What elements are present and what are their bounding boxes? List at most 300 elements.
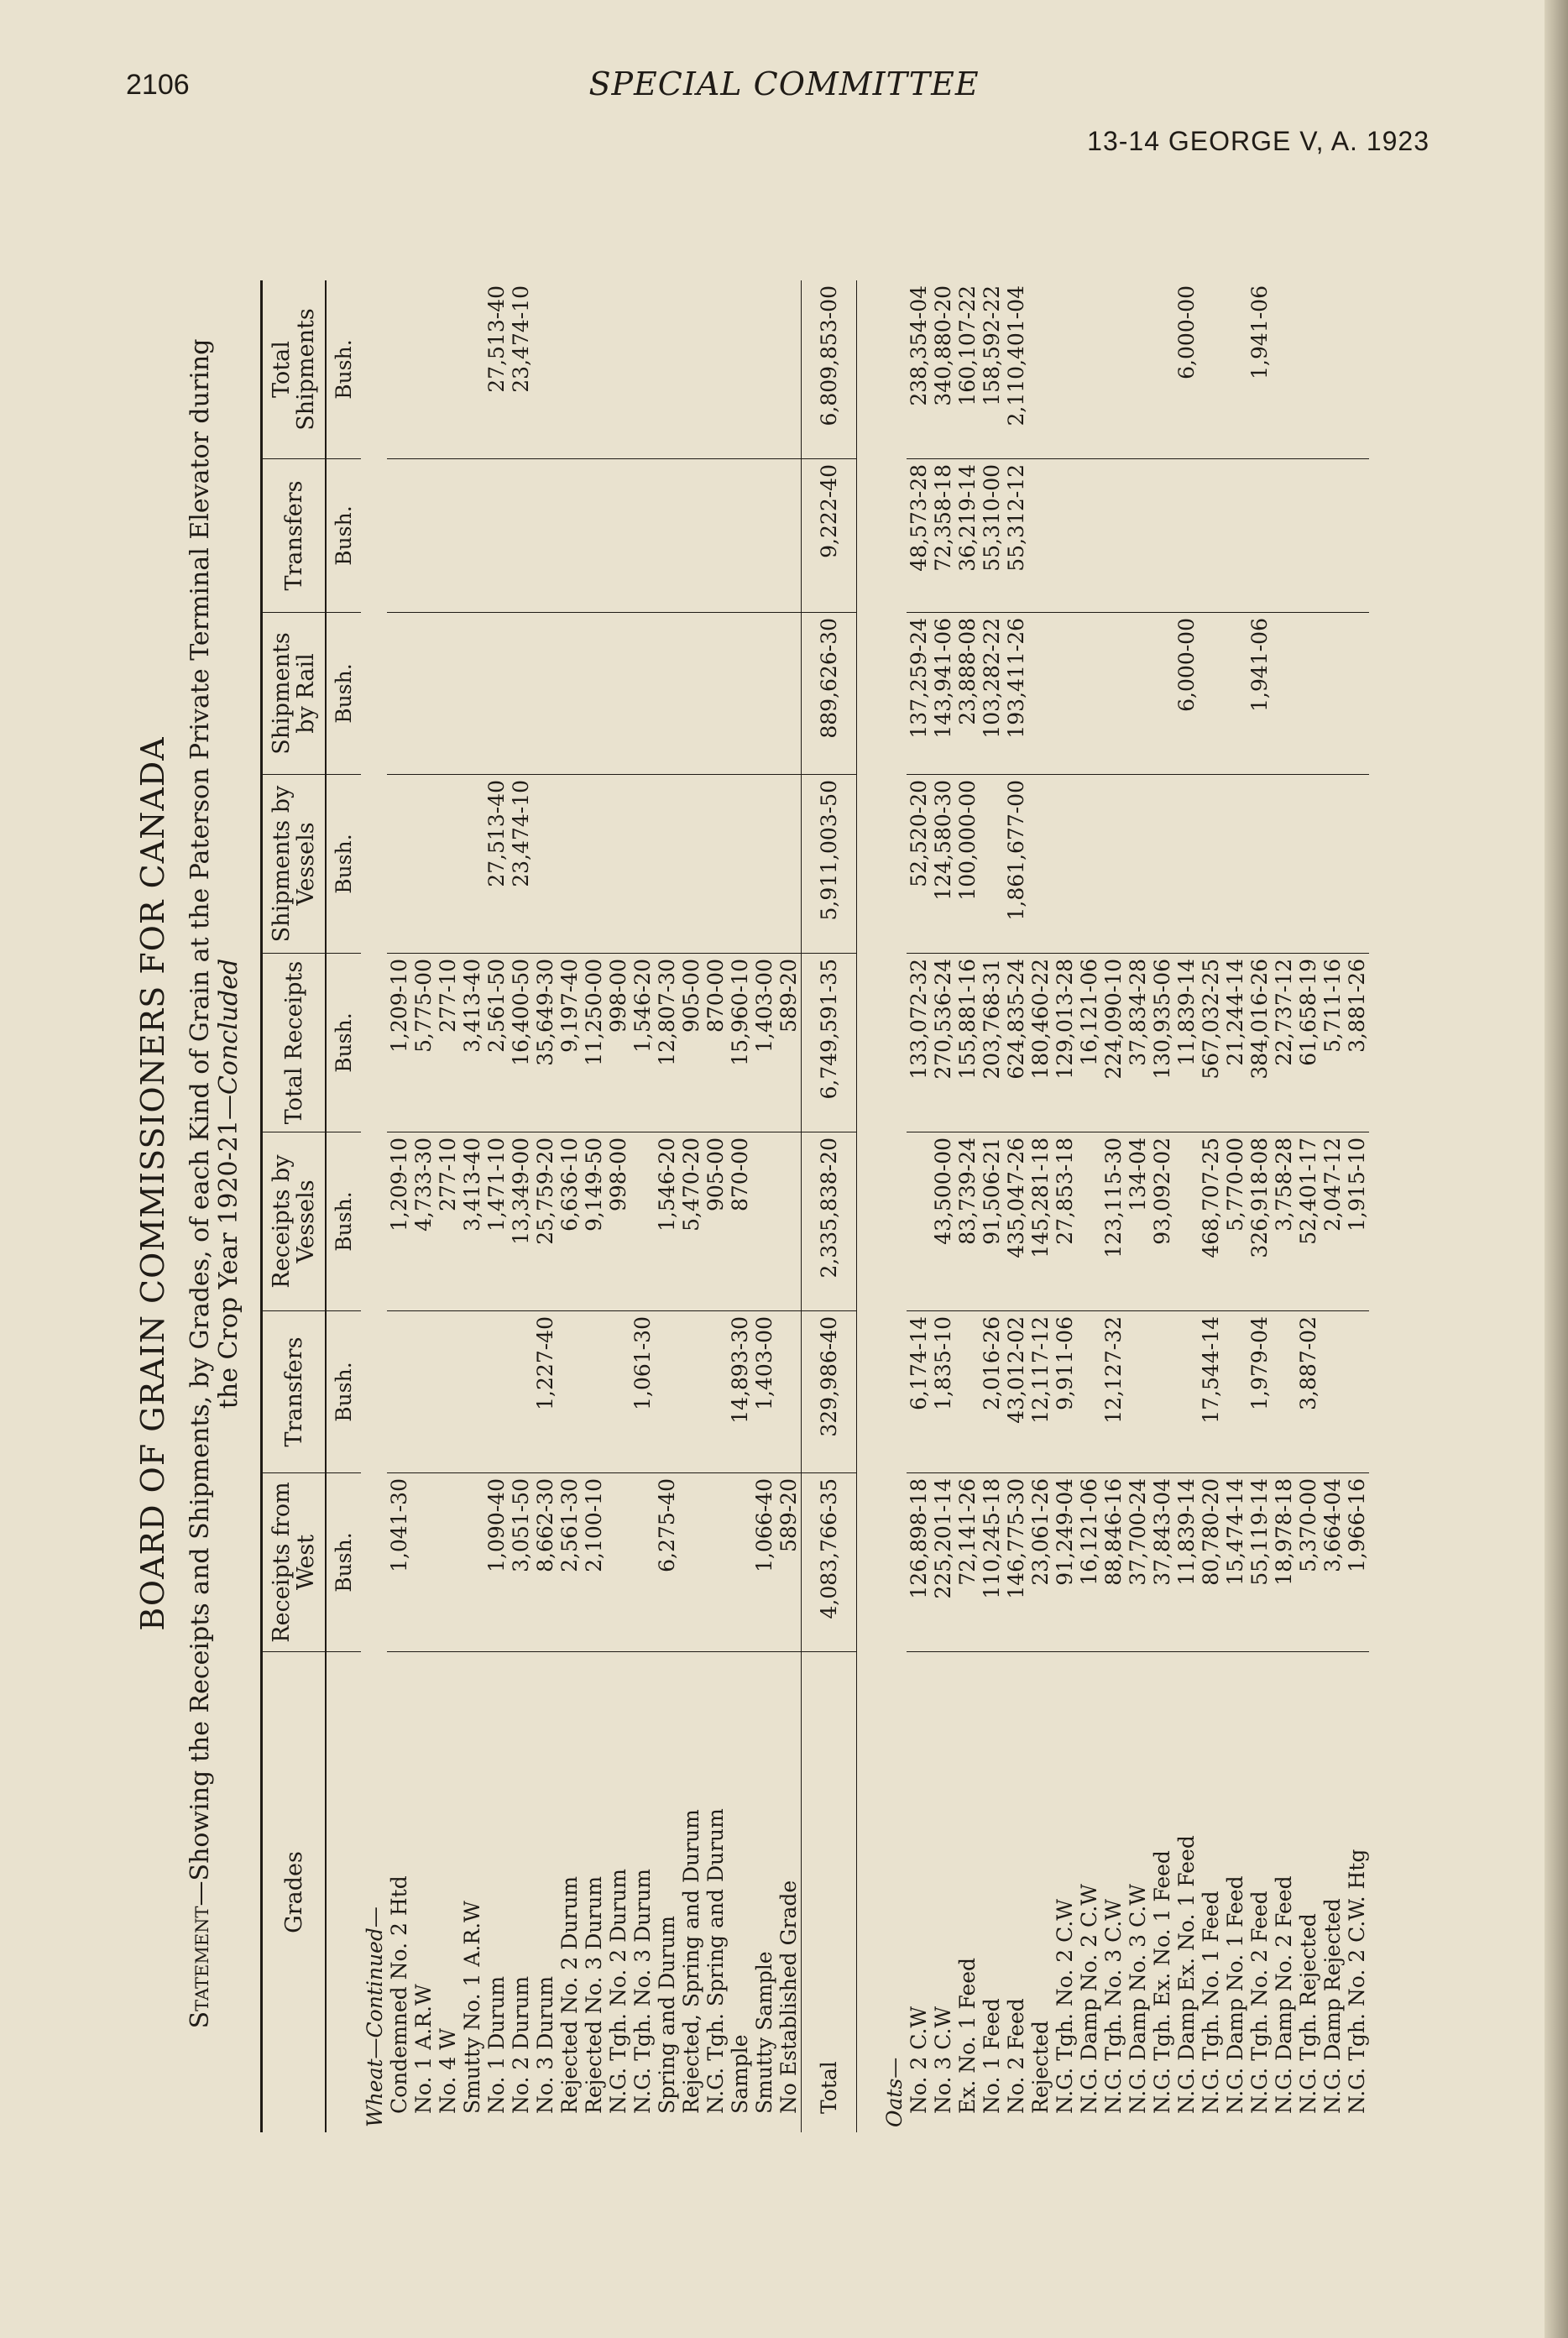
table-cell — [776, 280, 802, 459]
table-cell: 4,083,766-35 — [802, 1473, 857, 1652]
table-cell: 1,979-04 — [1247, 1311, 1272, 1473]
table-cell: 14,893-30 — [728, 1311, 752, 1473]
table-cell: 13,349-00 — [509, 1132, 533, 1311]
table-cell — [752, 613, 776, 775]
table-cell — [484, 1311, 509, 1473]
table-cell: 6,275-40 — [655, 1473, 679, 1652]
table-cell — [1150, 613, 1174, 775]
table-cell — [557, 613, 582, 775]
table-cell — [1174, 459, 1199, 613]
table-cell — [1223, 459, 1247, 613]
table-cell: 1,209-10 — [387, 954, 411, 1132]
table-cell — [460, 1473, 484, 1652]
table-cell: N.G. Tgh. No. 2 C.W — [1053, 1899, 1077, 2114]
table-cell — [509, 613, 533, 775]
table-cell: 567,032-25 — [1199, 954, 1223, 1132]
page-edge-shadow — [1544, 0, 1568, 2338]
table-cell: 1,066-40 — [752, 1473, 776, 1652]
table-cell: Rejected No. 2 Durum — [557, 1875, 582, 2114]
column-header: Total Shipments — [262, 280, 327, 459]
table-cell: 11,839-14 — [1174, 1473, 1199, 1652]
table-cell — [436, 280, 460, 459]
table-cell: Bush. — [326, 459, 361, 613]
table-body — [326, 280, 1369, 2132]
table-cell — [606, 280, 630, 459]
table-row — [606, 280, 630, 2132]
table-cell: 905-00 — [679, 954, 703, 1132]
table-cell: 8,662-30 — [533, 1473, 557, 1652]
table-cell — [387, 459, 411, 613]
table-row — [1247, 280, 1272, 2132]
table-cell: 238,354-04 — [907, 280, 931, 459]
table-cell: 12,127-32 — [1101, 1311, 1126, 1473]
table-cell: Sample — [728, 2034, 752, 2114]
table-cell: Total — [802, 1652, 857, 2133]
table-cell — [1345, 280, 1369, 459]
table-cell — [1345, 775, 1369, 954]
table-cell: 37,834-28 — [1126, 954, 1150, 1132]
table-cell: 998-00 — [606, 954, 630, 1132]
table-row — [1126, 280, 1150, 2132]
table-cell: 91,506-21 — [980, 1132, 1004, 1311]
column-header: Receipts from West — [262, 1473, 327, 1652]
table-cell: 870-00 — [728, 1132, 752, 1311]
table-row — [630, 280, 655, 2132]
table-cell: 326,918-08 — [1247, 1132, 1272, 1311]
table-cell: 340,880-20 — [931, 280, 955, 459]
table-cell: N.G. Tgh. No. 1 Feed — [1199, 1891, 1223, 2114]
table-cell — [776, 459, 802, 613]
table-row — [703, 280, 728, 2132]
table-cell: 3,664-04 — [1320, 1473, 1345, 1652]
table-cell: 12,117-12 — [1028, 1311, 1053, 1473]
table-cell: 100,000-00 — [955, 775, 980, 954]
column-header: Receipts by Vessels — [262, 1132, 327, 1311]
table-cell: 1,941-06 — [1247, 280, 1272, 459]
table-cell: 15,474-14 — [1223, 1473, 1247, 1652]
table-cell: N.G. Tgh. Rejected — [1296, 1913, 1320, 2114]
table-cell: No. 4 W — [436, 2028, 460, 2114]
table-cell: 2,110,401-04 — [1004, 280, 1028, 459]
table-cell — [776, 775, 802, 954]
table-cell: 11,250-00 — [582, 954, 606, 1132]
table-cell — [655, 459, 679, 613]
table-cell: Smutty Sample — [752, 1951, 776, 2114]
table-cell — [1028, 775, 1053, 954]
table-cell — [1247, 775, 1272, 954]
table-cell: No. 2 C.W — [907, 2006, 931, 2114]
table-cell: 17,544-14 — [1199, 1311, 1223, 1473]
header-row — [262, 280, 327, 2132]
table-cell: N.G. Damp No. 1 Feed — [1223, 1875, 1247, 2114]
table-cell: 52,520-20 — [907, 775, 931, 954]
table-cell: 43,500-00 — [931, 1132, 955, 1311]
table-cell: 52,401-17 — [1296, 1132, 1320, 1311]
table-cell: No. 1 A.R.W — [411, 1984, 436, 2114]
table-cell — [728, 280, 752, 459]
total-row — [802, 280, 857, 2132]
table-row — [1296, 280, 1320, 2132]
statement-line2: the Crop Year 1920-21— — [214, 1095, 243, 1410]
table-cell — [582, 280, 606, 459]
table-cell: 905-00 — [703, 1132, 728, 1311]
table-cell — [1272, 1311, 1296, 1473]
table-cell — [1320, 459, 1345, 613]
table-cell — [1272, 775, 1296, 954]
table-row — [557, 280, 582, 2132]
table-row — [484, 280, 509, 2132]
table-cell: Bush. — [326, 1473, 361, 1652]
table-cell — [1126, 1311, 1150, 1473]
table-cell: N.G. Damp Rejected — [1320, 1898, 1345, 2114]
table-cell: 129,013-28 — [1053, 954, 1077, 1132]
table-cell — [955, 1311, 980, 1473]
table-cell: 329,986-40 — [802, 1311, 857, 1473]
table-cell — [606, 1311, 630, 1473]
table-cell: 225,201-14 — [931, 1473, 955, 1652]
table-cell: Smutty No. 1 A.R.W — [460, 1901, 484, 2114]
table-cell: 55,119-14 — [1247, 1473, 1272, 1652]
table-row — [411, 280, 436, 2132]
table-cell — [557, 775, 582, 954]
table-cell — [1199, 775, 1223, 954]
table-cell: 35,649-30 — [533, 954, 557, 1132]
table-cell: 5,370-00 — [1296, 1473, 1320, 1652]
table-cell: 589-20 — [776, 954, 802, 1132]
table-cell — [1077, 613, 1101, 775]
table-cell — [460, 775, 484, 954]
table-cell: 21,244-14 — [1223, 954, 1247, 1132]
table-cell — [907, 1132, 931, 1311]
table-cell: 25,759-20 — [533, 1132, 557, 1311]
table-cell — [1272, 459, 1296, 613]
table-cell: 3,051-50 — [509, 1473, 533, 1652]
table-cell — [1126, 280, 1150, 459]
page-number: 2106 — [126, 69, 190, 101]
table-cell: 3,413-40 — [460, 1132, 484, 1311]
table-cell — [436, 459, 460, 613]
table-cell: 80,780-20 — [1199, 1473, 1223, 1652]
table-cell: Rejected — [1028, 2020, 1053, 2114]
table-cell: N.G. Tgh. No. 2 Durum — [606, 1868, 630, 2114]
table-cell — [1150, 280, 1174, 459]
table-row — [1272, 280, 1296, 2132]
table-row — [907, 280, 931, 2132]
table-row — [776, 280, 802, 2132]
table-cell: 1,227-40 — [533, 1311, 557, 1473]
table-cell: 55,312-12 — [1004, 459, 1028, 613]
table-cell: 18,978-18 — [1272, 1473, 1296, 1652]
table-cell — [606, 775, 630, 954]
table-cell: 2,100-10 — [582, 1473, 606, 1652]
table-cell — [728, 775, 752, 954]
table-cell — [1077, 280, 1101, 459]
table-cell — [679, 1473, 703, 1652]
table-cell: 123,115-30 — [1101, 1132, 1126, 1311]
table-row — [955, 280, 980, 2132]
table-cell: 83,739-24 — [955, 1132, 980, 1311]
column-header: Shipments by Rail — [262, 613, 327, 775]
table-cell — [1345, 459, 1369, 613]
table-cell: Condemned No. 2 Htd — [387, 1875, 411, 2114]
table-cell — [1296, 613, 1320, 775]
table-cell: 589-20 — [776, 1473, 802, 1652]
table-cell — [411, 775, 436, 954]
table-cell — [606, 459, 630, 613]
table-cell: 1,835-10 — [931, 1311, 955, 1473]
table-cell: 2,016-26 — [980, 1311, 1004, 1473]
table-cell: 1,403-00 — [752, 1311, 776, 1473]
table-cell: 133,072-32 — [907, 954, 931, 1132]
table-cell: 5,775-00 — [411, 954, 436, 1132]
table-cell — [557, 459, 582, 613]
table-cell — [436, 775, 460, 954]
table-cell: 55,310-00 — [980, 459, 1004, 613]
table-cell — [630, 613, 655, 775]
table-cell: Bush. — [326, 1132, 361, 1311]
table-cell — [630, 459, 655, 613]
table-cell — [1199, 280, 1223, 459]
table-cell — [533, 613, 557, 775]
table-cell: Spring and Durum — [655, 1916, 679, 2114]
table-cell: 1,941-06 — [1247, 613, 1272, 775]
table-cell — [630, 1132, 655, 1311]
table-cell: N.G. Damp Ex. No. 1 Feed — [1174, 1835, 1199, 2114]
table-cell — [1296, 775, 1320, 954]
table-cell — [1101, 459, 1126, 613]
table-cell — [655, 280, 679, 459]
table-cell: 27,513-40 — [484, 775, 509, 954]
table-cell: 23,474-10 — [509, 280, 533, 459]
table-cell — [752, 1132, 776, 1311]
table-cell: N.G. Tgh. No. 2 Feed — [1247, 1891, 1272, 2114]
table-row — [460, 280, 484, 2132]
table-cell: 12,807-30 — [655, 954, 679, 1132]
table-row — [1345, 280, 1369, 2132]
table-cell: Rejected No. 3 Durum — [582, 1875, 606, 2114]
table-row — [980, 280, 1004, 2132]
table-cell: 870-00 — [703, 954, 728, 1132]
table-cell: No. 1 Feed — [980, 1998, 1004, 2114]
statement-lead: Statement — [186, 1906, 215, 2029]
table-cell — [728, 613, 752, 775]
table-cell — [1320, 613, 1345, 775]
table-cell — [1150, 775, 1174, 954]
table-cell: N.G. Damp No. 3 C.W — [1126, 1884, 1150, 2114]
table-cell: 9,911-06 — [1053, 1311, 1077, 1473]
section-heading-row — [881, 280, 907, 2132]
table-cell — [1150, 459, 1174, 613]
table-cell: N.G. Tgh. No. 3 Durum — [630, 1868, 655, 2114]
table-cell — [582, 775, 606, 954]
table-cell: 88,846-16 — [1101, 1473, 1126, 1652]
table-row — [752, 280, 776, 2132]
table-cell — [1296, 280, 1320, 459]
table-cell: 23,061-26 — [1028, 1473, 1053, 1652]
table-cell: 3,887-02 — [1296, 1311, 1320, 1473]
table-cell: 43,012-02 — [1004, 1311, 1028, 1473]
table-cell — [411, 459, 436, 613]
table-row — [931, 280, 955, 2132]
table-cell: 110,245-18 — [980, 1473, 1004, 1652]
table-cell: 6,809,853-00 — [802, 280, 857, 459]
table-row — [509, 280, 533, 2132]
table-cell: 1,090-40 — [484, 1473, 509, 1652]
column-header: Grades — [262, 1652, 327, 2133]
table-cell: 93,092-02 — [1150, 1132, 1174, 1311]
table-cell — [728, 1473, 752, 1652]
table-cell — [582, 1311, 606, 1473]
table-cell: 1,966-16 — [1345, 1473, 1369, 1652]
table-cell — [484, 459, 509, 613]
table-cell — [1028, 459, 1053, 613]
table-cell: 1,403-00 — [752, 954, 776, 1132]
table-cell — [703, 775, 728, 954]
table-cell: 277-10 — [436, 954, 460, 1132]
table-cell: 160,107-22 — [955, 280, 980, 459]
table-cell: 1,209-10 — [387, 1132, 411, 1311]
table-cell — [557, 1311, 582, 1473]
table-cell: 36,219-14 — [955, 459, 980, 613]
table-cell: 3,758-28 — [1272, 1132, 1296, 1311]
table-cell: N.G. Tgh. No. 2 C.W. Htg — [1345, 1849, 1369, 2114]
table-cell — [557, 280, 582, 459]
table-cell — [1126, 613, 1150, 775]
statement-caption — [186, 210, 243, 2158]
table-cell: 1,546-20 — [655, 1132, 679, 1311]
table-cell: Bush. — [326, 280, 361, 459]
table-cell: Ex. No. 1 Feed — [955, 1957, 980, 2114]
table-row — [1028, 280, 1053, 2132]
running-title: SPECIAL COMMITTEE — [588, 65, 980, 102]
table-cell: 5,770-00 — [1223, 1132, 1247, 1311]
table-cell — [1126, 459, 1150, 613]
table-cell: 9,149-50 — [582, 1132, 606, 1311]
table-cell — [1247, 459, 1272, 613]
table-cell: 1,861,677-00 — [1004, 775, 1028, 954]
table-cell — [1320, 280, 1345, 459]
table-cell — [411, 613, 436, 775]
table-cell — [679, 459, 703, 613]
table-cell — [411, 1473, 436, 1652]
table-cell: Wheat—Continued— — [363, 1906, 387, 2127]
table-cell: Rejected, Spring and Durum — [679, 1809, 703, 2114]
table-cell: 6,000-00 — [1174, 613, 1199, 775]
table-cell — [1223, 280, 1247, 459]
table-cell: 37,843-04 — [1150, 1473, 1174, 1652]
table-cell: No. 2 Feed — [1004, 1998, 1028, 2114]
table-cell: 2,561-30 — [557, 1473, 582, 1652]
table-cell: 27,853-18 — [1053, 1132, 1077, 1311]
table-cell: 124,580-30 — [931, 775, 955, 954]
table-cell — [1199, 459, 1223, 613]
table-cell: 61,658-19 — [1296, 954, 1320, 1132]
table-cell — [411, 280, 436, 459]
table-cell — [509, 1311, 533, 1473]
table-cell — [387, 775, 411, 954]
table-row — [1053, 280, 1077, 2132]
table-cell: 23,888-08 — [955, 613, 980, 775]
table-cell — [752, 459, 776, 613]
table-cell: 22,737-12 — [1272, 954, 1296, 1132]
table-cell — [703, 1311, 728, 1473]
table-cell — [1223, 613, 1247, 775]
table-cell — [460, 280, 484, 459]
table-cell — [1077, 775, 1101, 954]
table-cell: 6,636-10 — [557, 1132, 582, 1311]
table-cell: 130,935-06 — [1150, 954, 1174, 1132]
table-cell — [387, 613, 411, 775]
table-cell: 9,222-40 — [802, 459, 857, 613]
table-cell — [703, 459, 728, 613]
table-cell — [1174, 1311, 1199, 1473]
table-cell: 48,573-28 — [907, 459, 931, 613]
table-cell — [630, 280, 655, 459]
spacer-row — [857, 280, 881, 2132]
table-cell — [1053, 613, 1077, 775]
grain-table — [260, 280, 1369, 2132]
table-cell: 5,470-20 — [679, 1132, 703, 1311]
table-cell — [484, 613, 509, 775]
table-cell — [1272, 280, 1296, 459]
table-cell — [1101, 280, 1126, 459]
table-cell: 1,041-30 — [387, 1473, 411, 1652]
table-cell: N.G. Tgh. Ex. No. 1 Feed — [1150, 1850, 1174, 2114]
table-cell: N.G. Damp No. 2 C.W — [1077, 1884, 1101, 2114]
table-cell — [1126, 775, 1150, 954]
table-cell: 5,711-16 — [1320, 954, 1345, 1132]
table-cell — [1296, 459, 1320, 613]
table-cell — [509, 459, 533, 613]
table-cell — [1272, 613, 1296, 775]
table-cell: 16,121-06 — [1077, 1473, 1101, 1652]
statement-line1: —Showing the Receipts and Shipments, by Grades, of each Kind of Grain at the Paterson Private Terminal Elevator during — [186, 338, 215, 1906]
table-cell — [752, 775, 776, 954]
table-cell: 27,513-40 — [484, 280, 509, 459]
table-cell: 11,839-14 — [1174, 954, 1199, 1132]
board-title: BOARD OF GRAIN COMMISSIONERS FOR CANADA — [134, 736, 171, 1631]
table-cell: No. 2 Durum — [509, 1975, 533, 2114]
table-cell — [1053, 775, 1077, 954]
table-row — [655, 280, 679, 2132]
table-cell: 1,061-30 — [630, 1311, 655, 1473]
table-cell — [460, 1311, 484, 1473]
table-cell — [606, 1473, 630, 1652]
table-cell — [606, 613, 630, 775]
table-cell: Bush. — [326, 613, 361, 775]
table-row — [1150, 280, 1174, 2132]
table-cell: 193,411-26 — [1004, 613, 1028, 775]
table-cell: 4,733-30 — [411, 1132, 436, 1311]
table-cell — [980, 775, 1004, 954]
unit-row — [326, 280, 361, 2132]
table-cell: 277-10 — [436, 1132, 460, 1311]
table-cell: 5,911,003-50 — [802, 775, 857, 954]
table-cell: No. 1 Durum — [484, 1975, 509, 2114]
table-cell — [703, 1473, 728, 1652]
table-cell: 72,358-18 — [931, 459, 955, 613]
table-row — [1101, 280, 1126, 2132]
table-cell — [703, 280, 728, 459]
table-cell: 23,474-10 — [509, 775, 533, 954]
table-cell — [1077, 1132, 1101, 1311]
table-row — [582, 280, 606, 2132]
table-cell — [582, 459, 606, 613]
table-cell — [1053, 280, 1077, 459]
column-header: Transfers — [262, 459, 327, 613]
table-cell: 6,749,591-35 — [802, 954, 857, 1132]
table-cell — [533, 280, 557, 459]
